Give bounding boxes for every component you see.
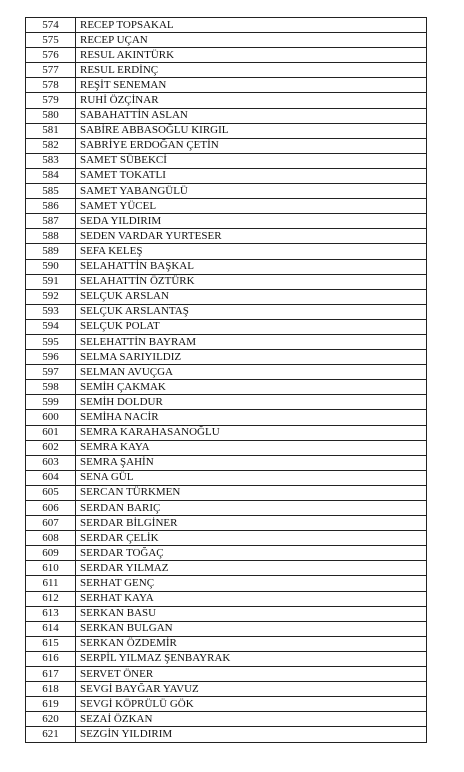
row-name: SELÇUK POLAT [76, 319, 427, 334]
row-number: 605 [26, 485, 76, 500]
row-name: SERPİL YILMAZ ŞENBAYRAK [76, 651, 427, 666]
row-name: SELEHATTİN BAYRAM [76, 334, 427, 349]
row-number: 594 [26, 319, 76, 334]
table-row [26, 561, 427, 576]
table-row [26, 123, 427, 138]
table-row [26, 546, 427, 561]
row-number: 603 [26, 455, 76, 470]
row-number: 595 [26, 334, 76, 349]
row-name: SEDEN VARDAR YURTESER [76, 229, 427, 244]
row-number: 615 [26, 636, 76, 651]
table-row [26, 410, 427, 425]
row-name: SEMRA KAYA [76, 440, 427, 455]
row-number: 620 [26, 712, 76, 727]
table-row [26, 712, 427, 727]
table-row [26, 501, 427, 516]
row-number: 575 [26, 33, 76, 48]
table-row [26, 199, 427, 214]
row-name: SAMET SÜBEKCİ [76, 153, 427, 168]
table-row [26, 18, 427, 33]
row-number: 596 [26, 350, 76, 365]
row-number: 614 [26, 621, 76, 636]
table-row [26, 651, 427, 666]
row-number: 609 [26, 546, 76, 561]
row-name: SERCAN TÜRKMEN [76, 485, 427, 500]
table-row [26, 365, 427, 380]
row-name: SELÇUK ARSLAN [76, 289, 427, 304]
table-row [26, 334, 427, 349]
row-number: 593 [26, 304, 76, 319]
row-number: 590 [26, 259, 76, 274]
table-row [26, 682, 427, 697]
table-row [26, 697, 427, 712]
row-name: SELAHATTİN BAŞKAL [76, 259, 427, 274]
row-name: RECEP UÇAN [76, 33, 427, 48]
row-name: SEVGİ BAYĞAR YAVUZ [76, 682, 427, 697]
row-name: SEMRA ŞAHİN [76, 455, 427, 470]
table-row [26, 138, 427, 153]
row-number: 581 [26, 123, 76, 138]
table-row [26, 289, 427, 304]
table-row [26, 274, 427, 289]
table-row [26, 350, 427, 365]
row-name: SERKAN BASU [76, 606, 427, 621]
row-name: RESUL AKINTÜRK [76, 48, 427, 63]
table-row [26, 455, 427, 470]
row-number: 621 [26, 727, 76, 742]
row-number: 618 [26, 682, 76, 697]
row-number: 613 [26, 606, 76, 621]
row-name: SERDAR TOĞAÇ [76, 546, 427, 561]
row-name: SELÇUK ARSLANTAŞ [76, 304, 427, 319]
row-number: 597 [26, 365, 76, 380]
row-name: SERKAN BULGAN [76, 621, 427, 636]
table-row [26, 380, 427, 395]
row-number: 619 [26, 697, 76, 712]
row-name: SAMET YABANGÜLÜ [76, 184, 427, 199]
table-row [26, 108, 427, 123]
row-name: SERHAT GENÇ [76, 576, 427, 591]
row-name: SEZGİN YILDIRIM [76, 727, 427, 742]
row-name: SEMİH DOLDUR [76, 395, 427, 410]
names-table-body [26, 18, 427, 743]
row-number: 576 [26, 48, 76, 63]
table-row [26, 78, 427, 93]
row-name: SEFA KELEŞ [76, 244, 427, 259]
row-name: SERKAN ÖZDEMİR [76, 636, 427, 651]
row-number: 612 [26, 591, 76, 606]
table-row [26, 425, 427, 440]
table-row [26, 440, 427, 455]
row-number: 574 [26, 18, 76, 33]
row-name: SERDAR BİLGİNER [76, 516, 427, 531]
row-number: 577 [26, 63, 76, 78]
table-row [26, 636, 427, 651]
row-name: SEDA YILDIRIM [76, 214, 427, 229]
table-row [26, 229, 427, 244]
row-number: 588 [26, 229, 76, 244]
table-row [26, 48, 427, 63]
table-row [26, 168, 427, 183]
table-row [26, 319, 427, 334]
row-number: 584 [26, 168, 76, 183]
row-name: SABİRE ABBASOĞLU KIRGIL [76, 123, 427, 138]
row-name: SAMET YÜCEL [76, 199, 427, 214]
row-name: SEMİH ÇAKMAK [76, 380, 427, 395]
row-number: 579 [26, 93, 76, 108]
row-number: 589 [26, 244, 76, 259]
table-row [26, 63, 427, 78]
row-number: 592 [26, 289, 76, 304]
row-number: 602 [26, 440, 76, 455]
table-row [26, 93, 427, 108]
row-name: SERDAR YILMAZ [76, 561, 427, 576]
row-name: REŞİT SENEMAN [76, 78, 427, 93]
row-number: 586 [26, 199, 76, 214]
row-name: SERDAR ÇELİK [76, 531, 427, 546]
table-row [26, 153, 427, 168]
table-row [26, 606, 427, 621]
table-row [26, 576, 427, 591]
row-name: SABRİYE ERDOĞAN ÇETİN [76, 138, 427, 153]
row-name: SEZAİ ÖZKAN [76, 712, 427, 727]
row-number: 583 [26, 153, 76, 168]
row-name: SEVGİ KÖPRÜLÜ GÖK [76, 697, 427, 712]
row-number: 587 [26, 214, 76, 229]
names-table [25, 17, 427, 743]
table-row [26, 259, 427, 274]
row-name: RECEP TOPSAKAL [76, 18, 427, 33]
row-number: 582 [26, 138, 76, 153]
row-number: 610 [26, 561, 76, 576]
table-row [26, 304, 427, 319]
row-name: SENA GÜL [76, 470, 427, 485]
row-number: 580 [26, 108, 76, 123]
table-row [26, 184, 427, 199]
table-row [26, 470, 427, 485]
table-row [26, 516, 427, 531]
table-row [26, 531, 427, 546]
table-row [26, 395, 427, 410]
row-name: SAMET TOKATLI [76, 168, 427, 183]
row-number: 611 [26, 576, 76, 591]
row-name: SELAHATTİN ÖZTÜRK [76, 274, 427, 289]
row-number: 604 [26, 470, 76, 485]
row-name: RUHİ ÖZÇİNAR [76, 93, 427, 108]
row-number: 601 [26, 425, 76, 440]
row-number: 585 [26, 184, 76, 199]
row-number: 607 [26, 516, 76, 531]
row-number: 578 [26, 78, 76, 93]
table-row [26, 33, 427, 48]
table-row [26, 214, 427, 229]
row-name: SERHAT KAYA [76, 591, 427, 606]
table-row [26, 727, 427, 742]
row-name: SELMA SARIYILDIZ [76, 350, 427, 365]
row-number: 617 [26, 667, 76, 682]
row-number: 616 [26, 651, 76, 666]
row-number: 606 [26, 501, 76, 516]
row-name: SELMAN AVUÇGA [76, 365, 427, 380]
row-name: SERDAN BARIÇ [76, 501, 427, 516]
table-row [26, 244, 427, 259]
row-name: SABAHATTİN ASLAN [76, 108, 427, 123]
row-number: 608 [26, 531, 76, 546]
row-name: SEMRA KARAHASANOĞLU [76, 425, 427, 440]
row-number: 598 [26, 380, 76, 395]
table-row [26, 667, 427, 682]
row-name: SERVET ÖNER [76, 667, 427, 682]
row-number: 599 [26, 395, 76, 410]
table-row [26, 591, 427, 606]
row-name: RESUL ERDİNÇ [76, 63, 427, 78]
table-row [26, 621, 427, 636]
row-name: SEMİHA NACİR [76, 410, 427, 425]
row-number: 591 [26, 274, 76, 289]
table-row [26, 485, 427, 500]
row-number: 600 [26, 410, 76, 425]
